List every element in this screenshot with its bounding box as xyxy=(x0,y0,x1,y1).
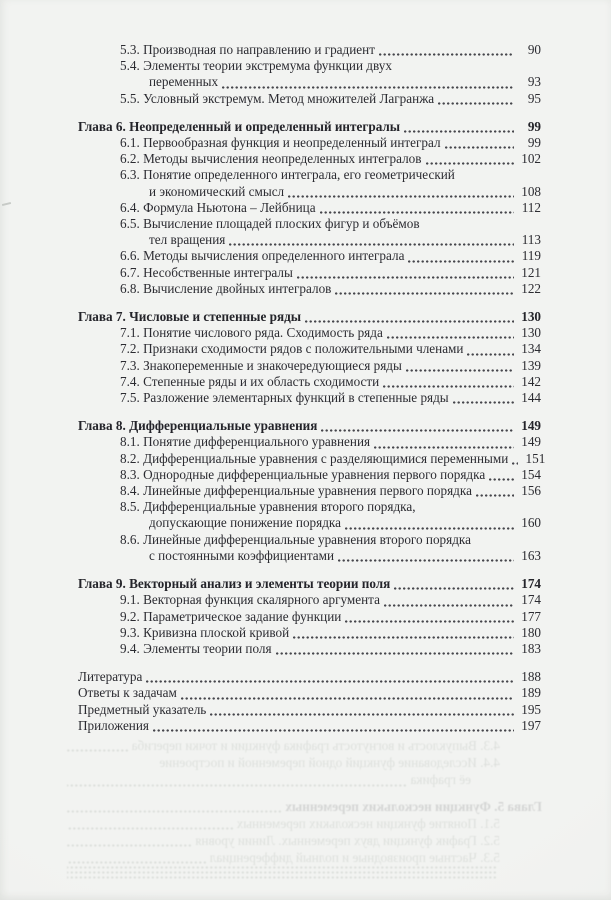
dot-leader xyxy=(181,697,514,700)
entry-title: 4.4. Исследование функций одной переменной и построение xyxy=(159,755,500,771)
dot-leader xyxy=(222,86,514,89)
toc-row xyxy=(78,151,541,167)
entry-title: 6.7. Несобственные интегралы xyxy=(120,264,293,280)
entry-title: 5.3. Частные производные и полный дифференциал xyxy=(209,850,500,866)
toc-row xyxy=(78,58,541,74)
dot-leader xyxy=(408,260,514,263)
page-number: 139 xyxy=(521,357,541,373)
page-number: 151 xyxy=(525,450,546,466)
entry-title: 6.6. Методы вычисления определенного интеграла xyxy=(120,248,405,264)
page-number: 149 xyxy=(521,418,541,434)
dot-leader xyxy=(489,478,514,481)
entry-title: 8.6. Линейные дифференциальные уравнения второго порядка xyxy=(120,531,471,547)
dot-leader xyxy=(146,680,514,683)
toc-row xyxy=(78,74,541,90)
toc-row xyxy=(78,641,541,657)
entry-title: 5.5. Условный экстремум. Метод множителей Лагранжа xyxy=(120,90,435,106)
toc-row xyxy=(78,91,541,107)
entry-title: 4.3. Выпуклость и вогнутость графика функции и точки перегиба xyxy=(131,738,500,753)
page-number: 154 xyxy=(521,466,541,482)
entry-title: 9.2. Параметрическое задание функции xyxy=(120,608,342,624)
dot-leader xyxy=(445,146,514,149)
entry-title: Приложения xyxy=(78,717,149,733)
dot-leader xyxy=(67,844,191,847)
dot-leader xyxy=(394,587,514,590)
page-number: 189 xyxy=(521,685,541,701)
dot-leader xyxy=(476,494,514,497)
entry-title: Ответы к задачам xyxy=(78,685,177,701)
page-number: 102 xyxy=(521,151,541,167)
page-number: 142 xyxy=(521,373,541,389)
page-number: 163 xyxy=(521,547,541,563)
dot-leader xyxy=(404,130,514,133)
dot-leader xyxy=(387,336,514,339)
page-number: 130 xyxy=(521,325,541,341)
page-number: 188 xyxy=(521,669,541,685)
toc-row xyxy=(78,576,541,592)
toc-row xyxy=(78,467,541,483)
toc-row xyxy=(78,548,541,564)
dot-leader xyxy=(379,53,514,56)
entry-title: и экономический смысл xyxy=(149,183,285,199)
entry-title: 8.4. Линейные дифференциальные уравнения первого порядка xyxy=(120,483,472,499)
toc-row xyxy=(78,669,541,685)
dot-leader xyxy=(67,784,406,787)
toc-row xyxy=(78,119,541,135)
table-of-contents xyxy=(78,42,546,746)
toc-row xyxy=(78,702,541,718)
dot-leader xyxy=(453,401,514,404)
entry-title: Предметный указатель xyxy=(78,701,207,717)
bleedthrough-block xyxy=(64,798,542,882)
toc-row xyxy=(78,499,541,515)
entry-title: 5.3. Производная по направлению и градиент xyxy=(120,42,375,57)
bleedthrough-row xyxy=(64,737,542,754)
entry-title: 5.2. График функции двух переменных. Линии уровня xyxy=(195,833,500,849)
entry-title: 9.1. Векторная функция скалярного аргумента xyxy=(120,592,380,608)
dot-leader xyxy=(276,652,514,655)
toc-row xyxy=(78,358,541,374)
entry-title: 5.1. Понятие функции нескольких переменных xyxy=(236,815,500,831)
dot-leader xyxy=(320,211,514,214)
dot-leader xyxy=(297,276,514,279)
toc-row xyxy=(78,232,541,248)
dot-leader xyxy=(383,385,514,388)
page-number: 160 xyxy=(521,515,541,531)
toc-row xyxy=(78,609,541,625)
toc-block xyxy=(78,42,541,107)
dot-leader xyxy=(406,369,514,372)
page-number: 99 xyxy=(527,135,541,151)
toc-row xyxy=(78,325,541,341)
toc-row xyxy=(78,592,541,608)
page-number: 149 xyxy=(521,434,541,450)
dot-leader xyxy=(321,429,514,432)
page-number: 119 xyxy=(521,248,541,264)
page-number: 95 xyxy=(527,90,541,106)
bleedthrough-block xyxy=(64,737,542,789)
toc-row xyxy=(78,135,541,151)
scan-artifact xyxy=(2,202,11,206)
entry-title: допускающие понижение порядка xyxy=(149,515,341,531)
dot-leader xyxy=(293,636,514,639)
page-number: 121 xyxy=(521,264,541,280)
entry-title: 9.3. Кривизна плоской кривой xyxy=(120,624,290,640)
toc-row xyxy=(78,390,541,406)
dot-leader xyxy=(438,102,514,105)
toc-row xyxy=(78,309,541,325)
entry-title: с постоянными коэффициентами xyxy=(149,547,335,563)
page-number: 174 xyxy=(521,576,541,592)
page-number: 144 xyxy=(521,390,541,406)
toc-row xyxy=(78,450,546,467)
page-number: 183 xyxy=(521,640,541,656)
entry-title: 8.3. Однородные дифференциальные уравнения первого порядка xyxy=(120,466,486,482)
dot-leader xyxy=(67,871,496,874)
dot-leader xyxy=(345,620,514,623)
toc-block xyxy=(78,418,546,564)
page-number: 195 xyxy=(521,701,541,717)
toc-row xyxy=(78,483,541,499)
toc-row xyxy=(78,625,541,641)
page-number: 122 xyxy=(521,280,541,296)
bleedthrough-text xyxy=(64,737,542,890)
toc-row xyxy=(78,374,541,390)
entry-title: 7.5. Разложение элементарных функций в степенные ряды xyxy=(120,390,449,406)
toc-row xyxy=(78,685,541,701)
toc-row xyxy=(78,265,541,281)
entry-title: 6.4. Формула Ньютона – Лейбница xyxy=(120,199,316,215)
entry-title: 6.5. Вычисление площадей плоских фигур и объёмов xyxy=(120,216,420,232)
entry-title: Глава 5. Функции нескольких переменных xyxy=(285,798,542,814)
page-number: 197 xyxy=(521,717,541,733)
dot-leader xyxy=(345,527,514,530)
page-number: 108 xyxy=(521,183,541,199)
dot-leader xyxy=(426,162,515,165)
page-number: 174 xyxy=(521,592,541,608)
dot-leader xyxy=(335,292,514,295)
page-number: 180 xyxy=(521,624,541,640)
toc-block xyxy=(78,119,541,297)
toc-row xyxy=(78,515,541,531)
bleedthrough-row xyxy=(64,832,542,849)
entry-title: 5.4. Элементы теории экстремума функции двух xyxy=(120,58,392,74)
entry-title: 6.8. Вычисление двойных интегралов xyxy=(120,280,332,296)
entry-title: 7.1. Понятие числового ряда. Сходимость ряда xyxy=(120,325,383,341)
entry-title: 6.3. Понятие определенного интеграла, его геометрический xyxy=(120,167,455,183)
bleedthrough-row xyxy=(64,876,542,881)
toc-row xyxy=(78,434,541,450)
entry-title: 7.4. Степенные ряды и их область сходимости xyxy=(120,373,380,389)
page-number: 90 xyxy=(527,42,541,57)
page-number: 134 xyxy=(521,341,541,357)
dot-leader xyxy=(512,462,518,465)
dot-leader xyxy=(210,713,514,716)
dot-leader xyxy=(288,195,514,198)
toc-row xyxy=(78,42,541,58)
entry-title: 8.2. Дифференциальные уравнения с разделяющимися переменными xyxy=(120,450,509,466)
entry-title: 8.1. Понятие дифференциального уравнения xyxy=(120,434,371,450)
dot-leader xyxy=(67,827,233,830)
dot-leader xyxy=(374,446,514,449)
entry-title: Глава 8. Дифференциальные уравнения xyxy=(78,418,318,434)
page-number: 113 xyxy=(521,232,541,248)
page-number: 156 xyxy=(521,483,541,499)
toc-row xyxy=(78,248,541,264)
dot-leader xyxy=(67,749,128,752)
toc-block xyxy=(78,309,541,406)
toc-row xyxy=(78,216,541,232)
entry-title: тел вращения xyxy=(149,232,226,248)
dot-leader xyxy=(67,866,496,869)
toc-row xyxy=(78,532,541,548)
entry-title: переменных xyxy=(149,74,219,90)
toc-row xyxy=(78,341,541,357)
toc-row xyxy=(78,718,541,734)
dot-leader xyxy=(467,353,514,356)
bleedthrough-row xyxy=(64,754,542,771)
entry-title: Глава 6. Неопределенный и определенный интегралы xyxy=(78,118,401,134)
toc-row xyxy=(78,200,541,216)
dot-leader xyxy=(67,876,496,879)
bleedthrough-row xyxy=(64,771,542,788)
toc-row xyxy=(78,281,541,297)
toc-block xyxy=(78,576,541,657)
dot-leader xyxy=(305,320,514,323)
page-number: 93 xyxy=(527,74,541,90)
entry-title: 7.2. Признаки сходимости рядов с положительными членами xyxy=(120,341,464,357)
entry-title: 6.2. Методы вычисления неопределенных интегралов xyxy=(120,151,422,167)
entry-title: Литература xyxy=(78,669,143,685)
bleedthrough-row xyxy=(64,815,542,832)
dot-leader xyxy=(67,810,281,813)
dot-leader xyxy=(338,559,514,562)
entry-title: 9.4. Элементы теории поля xyxy=(120,640,272,656)
page-number: 130 xyxy=(521,309,541,325)
toc-row xyxy=(78,167,541,183)
bleedthrough-row xyxy=(64,798,542,815)
dot-leader xyxy=(384,604,514,607)
entry-title: 8.5. Дифференциальные уравнения второго порядка, xyxy=(120,499,416,515)
toc-row xyxy=(78,418,541,434)
entry-title: 6.1. Первообразная функция и неопределенный интеграл xyxy=(120,135,441,151)
page-number: 112 xyxy=(521,199,541,215)
entry-title: её графика xyxy=(410,772,471,788)
page-number: 177 xyxy=(521,608,541,624)
toc-block xyxy=(78,669,541,734)
entry-title: Глава 9. Векторный анализ и элементы теории поля xyxy=(78,576,391,592)
entry-title: 7.3. Знакопеременные и знакочередующиеся ряды xyxy=(120,357,402,373)
entry-title: Глава 7. Числовые и степенные ряды xyxy=(78,309,302,325)
page-number: 99 xyxy=(527,118,541,134)
toc-row xyxy=(78,184,541,200)
dot-leader xyxy=(229,243,514,246)
dot-leader xyxy=(67,861,206,864)
bleedthrough-row xyxy=(64,849,542,866)
dot-leader xyxy=(153,729,514,732)
